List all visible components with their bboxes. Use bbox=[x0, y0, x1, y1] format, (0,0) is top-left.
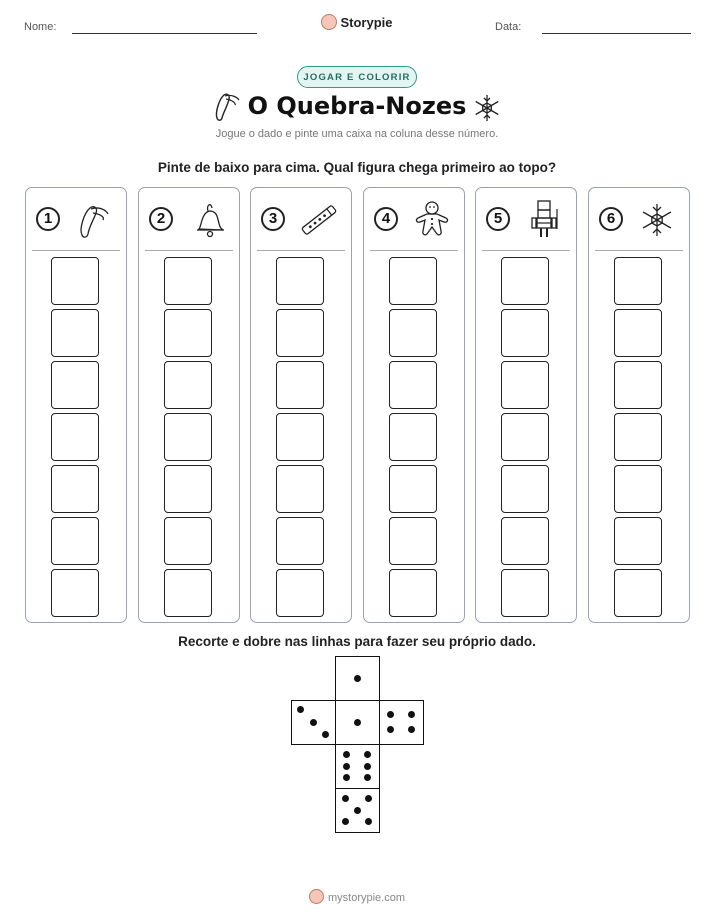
date-label: Data: bbox=[495, 21, 522, 33]
dice-pip bbox=[322, 731, 329, 738]
dice-face-6 bbox=[335, 744, 380, 789]
color-box[interactable] bbox=[51, 309, 99, 357]
snowflake-title-icon bbox=[472, 93, 502, 123]
color-box[interactable] bbox=[501, 309, 549, 357]
flute-icon bbox=[299, 199, 339, 241]
subtitle: Jogue o dado e pinte uma caixa na coluna desse número. bbox=[215, 128, 499, 140]
column-number: 4 bbox=[374, 207, 398, 231]
color-box[interactable] bbox=[51, 517, 99, 565]
brand-name: Storypie bbox=[340, 15, 393, 30]
color-box[interactable] bbox=[501, 413, 549, 461]
bear-logo-icon bbox=[309, 889, 324, 904]
ballet-slipper-icon bbox=[74, 199, 114, 241]
color-box[interactable] bbox=[389, 517, 437, 565]
color-box[interactable] bbox=[276, 257, 324, 305]
color-box[interactable] bbox=[51, 465, 99, 513]
dice-pip bbox=[343, 763, 350, 770]
column-5 bbox=[475, 187, 577, 623]
column-number: 1 bbox=[36, 207, 60, 231]
color-box[interactable] bbox=[164, 413, 212, 461]
name-label: Nome: bbox=[24, 21, 57, 33]
color-box[interactable] bbox=[276, 413, 324, 461]
page-title: O Quebra-Nozes bbox=[247, 92, 467, 120]
color-box[interactable] bbox=[164, 309, 212, 357]
color-box[interactable] bbox=[51, 569, 99, 617]
color-box[interactable] bbox=[614, 361, 662, 409]
color-box[interactable] bbox=[51, 361, 99, 409]
dice-face-5 bbox=[335, 788, 380, 833]
dice-pip bbox=[408, 711, 415, 718]
dice-pip bbox=[364, 774, 371, 781]
column-1 bbox=[25, 187, 127, 623]
gingerbread-man-icon bbox=[412, 199, 452, 241]
dice-pip bbox=[342, 818, 349, 825]
dice-pip bbox=[297, 706, 304, 713]
dice-instruction: Recorte e dobre nas linhas para fazer seu próprio dado. bbox=[178, 634, 536, 649]
color-box[interactable] bbox=[614, 309, 662, 357]
bear-logo-icon bbox=[321, 14, 337, 30]
color-box[interactable] bbox=[501, 517, 549, 565]
dice-face-1 bbox=[335, 700, 380, 745]
dice-pip bbox=[343, 774, 350, 781]
date-line[interactable] bbox=[542, 33, 691, 34]
color-box[interactable] bbox=[614, 413, 662, 461]
dice-pip bbox=[387, 726, 394, 733]
color-box[interactable] bbox=[501, 569, 549, 617]
column-divider bbox=[370, 250, 458, 251]
column-divider bbox=[145, 250, 233, 251]
color-box[interactable] bbox=[164, 569, 212, 617]
column-divider bbox=[32, 250, 120, 251]
color-box[interactable] bbox=[164, 517, 212, 565]
color-box[interactable] bbox=[389, 413, 437, 461]
color-box[interactable] bbox=[501, 465, 549, 513]
bell-icon bbox=[187, 199, 227, 241]
color-box[interactable] bbox=[614, 569, 662, 617]
color-box[interactable] bbox=[501, 361, 549, 409]
dice-face-4 bbox=[379, 700, 424, 745]
color-box[interactable] bbox=[614, 517, 662, 565]
dice-pip bbox=[387, 711, 394, 718]
brand-logo bbox=[0, 14, 714, 30]
dice-pip bbox=[364, 763, 371, 770]
column-2 bbox=[138, 187, 240, 623]
column-number: 5 bbox=[486, 207, 510, 231]
color-box[interactable] bbox=[276, 569, 324, 617]
footer bbox=[0, 889, 714, 904]
column-number: 6 bbox=[599, 207, 623, 231]
dice-face-1 bbox=[335, 656, 380, 701]
color-box[interactable] bbox=[614, 465, 662, 513]
column-4 bbox=[363, 187, 465, 623]
dice-pip bbox=[354, 719, 361, 726]
dice-pip bbox=[343, 751, 350, 758]
dice-pip bbox=[354, 807, 361, 814]
dice-pip bbox=[354, 675, 361, 682]
color-box[interactable] bbox=[51, 413, 99, 461]
dice-face-3 bbox=[291, 700, 336, 745]
color-box[interactable] bbox=[389, 361, 437, 409]
footer-url: mystorypie.com bbox=[327, 892, 406, 904]
nutcracker-soldier-icon bbox=[524, 199, 564, 241]
dice-pip bbox=[310, 719, 317, 726]
color-box[interactable] bbox=[51, 257, 99, 305]
color-box[interactable] bbox=[501, 257, 549, 305]
color-box[interactable] bbox=[164, 257, 212, 305]
color-box[interactable] bbox=[389, 569, 437, 617]
column-divider bbox=[257, 250, 345, 251]
dice-pip bbox=[365, 795, 372, 802]
color-box[interactable] bbox=[276, 465, 324, 513]
dice-pip bbox=[365, 818, 372, 825]
column-divider bbox=[595, 250, 683, 251]
dice-pip bbox=[408, 726, 415, 733]
color-box[interactable] bbox=[164, 361, 212, 409]
color-box[interactable] bbox=[276, 517, 324, 565]
activity-badge: JOGAR E COLORIR bbox=[297, 66, 417, 88]
column-6 bbox=[588, 187, 690, 623]
color-box[interactable] bbox=[389, 309, 437, 357]
color-box[interactable] bbox=[389, 465, 437, 513]
name-line[interactable] bbox=[72, 33, 257, 34]
column-3 bbox=[250, 187, 352, 623]
color-box[interactable] bbox=[164, 465, 212, 513]
instruction: Pinte de baixo para cima. Qual figura chega primeiro ao topo? bbox=[157, 160, 557, 175]
color-box[interactable] bbox=[276, 309, 324, 357]
dice-pip bbox=[364, 751, 371, 758]
column-number: 2 bbox=[149, 207, 173, 231]
color-box[interactable] bbox=[614, 257, 662, 305]
dice-pip bbox=[342, 795, 349, 802]
column-divider bbox=[482, 250, 570, 251]
snowflake-icon bbox=[637, 199, 677, 241]
color-box[interactable] bbox=[389, 257, 437, 305]
column-number: 3 bbox=[261, 207, 285, 231]
color-box[interactable] bbox=[276, 361, 324, 409]
